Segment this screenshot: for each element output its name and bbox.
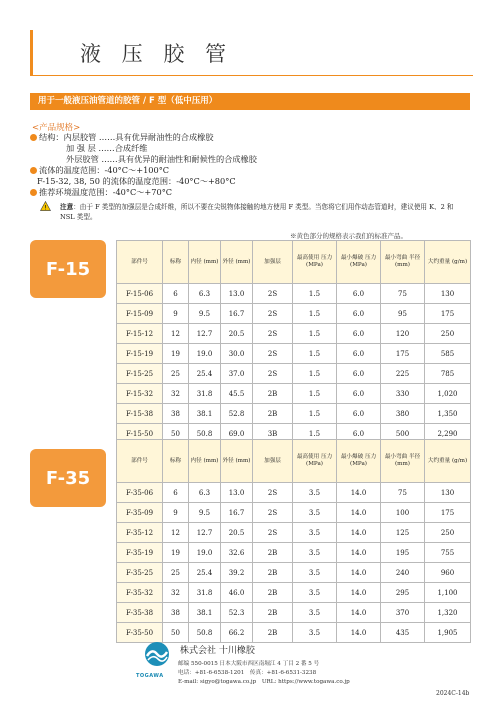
table-cell: 1,905 <box>425 623 471 643</box>
table-cell: 14.0 <box>337 583 381 603</box>
table-cell: 1.5 <box>293 424 337 444</box>
part-number-cell: F-15-06 <box>117 284 163 304</box>
table-cell: 435 <box>381 623 425 643</box>
column-header: 加强层 <box>253 241 293 284</box>
table-cell: 100 <box>381 503 425 523</box>
table-cell: 39.2 <box>221 563 253 583</box>
table-cell: 2B <box>253 623 293 643</box>
table-cell: 130 <box>425 284 471 304</box>
spec-line-structure: 结构：内层胶管 ……具有优异耐油性的合成橡胶 <box>30 132 214 143</box>
table-cell: 6.0 <box>337 424 381 444</box>
column-header: 外径 (mm) <box>221 241 253 284</box>
table-cell: 9.5 <box>189 503 221 523</box>
table-cell: 3.5 <box>293 603 337 623</box>
table-row <box>117 404 471 424</box>
table-cell: 755 <box>425 543 471 563</box>
part-number-cell: F-35-09 <box>117 503 163 523</box>
table-cell: 52.3 <box>221 603 253 623</box>
bullet-icon <box>30 189 37 196</box>
table-cell: 785 <box>425 364 471 384</box>
table-cell: 50.8 <box>189 623 221 643</box>
table-cell: 32 <box>163 583 189 603</box>
table-cell: 3B <box>253 424 293 444</box>
table-cell: 38.1 <box>189 404 221 424</box>
column-header: 部件号 <box>117 440 163 483</box>
table-cell: 19 <box>163 543 189 563</box>
table-cell: 2S <box>253 523 293 543</box>
table-cell: 2B <box>253 404 293 424</box>
table-cell: 1,320 <box>425 603 471 623</box>
table-cell: 20.5 <box>221 523 253 543</box>
table-cell: 380 <box>381 404 425 424</box>
table-cell: 30.0 <box>221 344 253 364</box>
part-number-cell: F-35-50 <box>117 623 163 643</box>
table-cell: 14.0 <box>337 543 381 563</box>
part-number-cell: F-35-38 <box>117 603 163 623</box>
table-cell: 370 <box>381 603 425 623</box>
table-cell: 1.5 <box>293 324 337 344</box>
part-number-cell: F-15-19 <box>117 344 163 364</box>
table-cell: 9 <box>163 503 189 523</box>
part-number-cell: F-35-06 <box>117 483 163 503</box>
table-cell: 6.0 <box>337 304 381 324</box>
bullet-icon <box>30 167 37 174</box>
table-cell: 31.8 <box>189 583 221 603</box>
table-cell: 6.0 <box>337 324 381 344</box>
table-row <box>117 344 471 364</box>
f35-spec-table <box>116 439 471 643</box>
caution-note <box>60 202 470 222</box>
table-cell: 9.5 <box>189 304 221 324</box>
table-cell: 330 <box>381 384 425 404</box>
column-header: 外径 (mm) <box>221 440 253 483</box>
column-header: 最小爆破 压力 (MPa) <box>337 241 381 284</box>
company-phone: 电话：+81-6-6538-1201 传真：+81-6-6531-3238 <box>178 670 317 676</box>
table-cell: 32 <box>163 384 189 404</box>
table-cell: 20.5 <box>221 324 253 344</box>
spec-heading: <产品规格> <box>32 123 81 133</box>
table-cell: 9 <box>163 304 189 324</box>
table-cell: 2B <box>253 384 293 404</box>
table-cell: 75 <box>381 483 425 503</box>
table-cell: 130 <box>425 483 471 503</box>
table-cell: 14.0 <box>337 563 381 583</box>
table-cell: 2S <box>253 284 293 304</box>
column-header: 最小弯曲 半径 (mm) <box>381 440 425 483</box>
table-cell: 14.0 <box>337 483 381 503</box>
table-cell: 69.0 <box>221 424 253 444</box>
company-email: E-mail: sigyo@togawa.co.jp URL: https://www.togawa.co.jp <box>178 679 350 685</box>
table-cell: 2B <box>253 583 293 603</box>
table-cell: 2,290 <box>425 424 471 444</box>
table-cell: 3.5 <box>293 583 337 603</box>
table-cell: 6.0 <box>337 404 381 424</box>
bullet-icon <box>30 134 37 141</box>
table-cell: 2S <box>253 364 293 384</box>
column-header: 部件号 <box>117 241 163 284</box>
spec-line-temp-large: F-15-32, 38, 50 的流体的温度范围：-40°C～+80°C <box>37 176 236 186</box>
table-cell: 125 <box>381 523 425 543</box>
table-cell: 25.4 <box>189 364 221 384</box>
table-row <box>117 523 471 543</box>
table-cell: 2S <box>253 503 293 523</box>
part-number-cell: F-15-12 <box>117 324 163 344</box>
part-number-cell: F-15-32 <box>117 384 163 404</box>
table-cell: 13.0 <box>221 284 253 304</box>
table-cell: 295 <box>381 583 425 603</box>
table-cell: 1.5 <box>293 364 337 384</box>
table-row <box>117 543 471 563</box>
standard-footnote: ※黄色部分的规格表示我们的标准产品。 <box>290 232 407 240</box>
table-cell: 32.6 <box>221 543 253 563</box>
table-cell: 6.0 <box>337 284 381 304</box>
table-cell: 2S <box>253 483 293 503</box>
table-cell: 1,350 <box>425 404 471 424</box>
column-header: 最高使用 压力 (MPa) <box>293 241 337 284</box>
table-row <box>117 284 471 304</box>
page-title: 液 压 胶 管 <box>80 42 234 66</box>
table-cell: 3.5 <box>293 563 337 583</box>
table-cell: 1,020 <box>425 384 471 404</box>
table-cell: 50.8 <box>189 424 221 444</box>
table-row <box>117 503 471 523</box>
company-address: 邮编 550-0015 日本大阪市西区南堀江 4 丁目 2 番 5 号 <box>178 661 320 667</box>
table-cell: 120 <box>381 324 425 344</box>
part-number-cell: F-35-25 <box>117 563 163 583</box>
table-row <box>117 603 471 623</box>
table-cell: 46.0 <box>221 583 253 603</box>
table-row <box>117 563 471 583</box>
table-cell: 250 <box>425 324 471 344</box>
table-cell: 6.3 <box>189 284 221 304</box>
column-header: 标称 <box>163 440 189 483</box>
togawa-logo-icon <box>140 640 174 670</box>
table-cell: 3.5 <box>293 483 337 503</box>
table-cell: 250 <box>425 523 471 543</box>
table-cell: 1.5 <box>293 344 337 364</box>
table-cell: 14.0 <box>337 503 381 523</box>
table-cell: 240 <box>381 563 425 583</box>
table-cell: 225 <box>381 364 425 384</box>
logo-wordmark: TOGAWA <box>136 673 164 679</box>
table-cell: 2S <box>253 304 293 324</box>
column-header: 大约重量 (g/m) <box>425 241 471 284</box>
svg-text:!: ! <box>44 204 47 211</box>
title-underline <box>33 75 473 76</box>
table-cell: 6.0 <box>337 364 381 384</box>
spec-line-ambient: 推荐环境温度范围：-40°C～+70°C <box>30 187 172 198</box>
table-cell: 25 <box>163 364 189 384</box>
table-cell: 14.0 <box>337 603 381 623</box>
table-cell: 75 <box>381 284 425 304</box>
table-cell: 6 <box>163 483 189 503</box>
table-cell: 2B <box>253 543 293 563</box>
table-cell: 38 <box>163 603 189 623</box>
table-cell: 13.0 <box>221 483 253 503</box>
series-label-f15: F-15 <box>30 240 106 298</box>
table-cell: 3.5 <box>293 523 337 543</box>
spec-line-temp: 流体的温度范围：-40°C～+100°C <box>30 165 169 176</box>
table-cell: 2B <box>253 603 293 623</box>
table-cell: 14.0 <box>337 623 381 643</box>
category-banner: 用于一般液压油管道的胶管 / F 型（低中压用） <box>30 93 470 110</box>
table-row <box>117 583 471 603</box>
series-label-f35: F-35 <box>30 449 106 507</box>
column-header: 大约重量 (g/m) <box>425 440 471 483</box>
column-header: 加强层 <box>253 440 293 483</box>
part-number-cell: F-15-25 <box>117 364 163 384</box>
table-row <box>117 324 471 344</box>
column-header: 内径 (mm) <box>189 241 221 284</box>
table-cell: 38.1 <box>189 603 221 623</box>
table-cell: 1,100 <box>425 583 471 603</box>
table-row <box>117 364 471 384</box>
company-name: 株式会社 十川橡胶 <box>180 646 255 656</box>
table-cell: 6.0 <box>337 384 381 404</box>
table-cell: 31.8 <box>189 384 221 404</box>
table-cell: 50 <box>163 424 189 444</box>
table-cell: 12 <box>163 324 189 344</box>
table-cell: 175 <box>381 344 425 364</box>
table-cell: 6 <box>163 284 189 304</box>
column-header: 内径 (mm) <box>189 440 221 483</box>
table-cell: 585 <box>425 344 471 364</box>
table-cell: 6.3 <box>189 483 221 503</box>
table-cell: 3.5 <box>293 623 337 643</box>
part-number-cell: F-35-32 <box>117 583 163 603</box>
column-header: 最小爆破 压力 (MPa) <box>337 440 381 483</box>
table-cell: 45.5 <box>221 384 253 404</box>
table-cell: 25.4 <box>189 563 221 583</box>
column-header: 标称 <box>163 241 189 284</box>
table-cell: 14.0 <box>337 523 381 543</box>
table-cell: 19.0 <box>189 344 221 364</box>
table-cell: 3.5 <box>293 543 337 563</box>
part-number-cell: F-15-50 <box>117 424 163 444</box>
f15-spec-table <box>116 240 471 444</box>
table-cell: 52.8 <box>221 404 253 424</box>
table-cell: 500 <box>381 424 425 444</box>
table-cell: 16.7 <box>221 503 253 523</box>
table-cell: 12.7 <box>189 324 221 344</box>
column-header: 最高使用 压力 (MPa) <box>293 440 337 483</box>
part-number-cell: F-15-09 <box>117 304 163 324</box>
table-cell: 960 <box>425 563 471 583</box>
table-cell: 16.7 <box>221 304 253 324</box>
spec-line-outer: 外层胶管 ……具有优异的耐油性和耐候性的合成橡胶 <box>66 154 257 164</box>
title-accent-bar <box>30 30 33 76</box>
table-row <box>117 483 471 503</box>
table-cell: 3.5 <box>293 503 337 523</box>
table-cell: 1.5 <box>293 384 337 404</box>
table-cell: 50 <box>163 623 189 643</box>
part-number-cell: F-35-19 <box>117 543 163 563</box>
table-cell: 38 <box>163 404 189 424</box>
table-cell: 175 <box>425 503 471 523</box>
caution-text: ：由于 F 类型的加强层是合成纤维，所以不要在尖锐物体接触的地方使用 F 类型。当您将它们用作动态管道时，建议使用 K、2 和 NSL 类型。 <box>60 203 454 221</box>
table-row <box>117 384 471 404</box>
column-header: 最小弯曲 半径 (mm) <box>381 241 425 284</box>
table-cell: 1.5 <box>293 284 337 304</box>
table-row <box>117 304 471 324</box>
table-cell: 95 <box>381 304 425 324</box>
spec-line-reinforcement: 加 强 层 ……合成纤维 <box>66 143 148 153</box>
table-cell: 2S <box>253 344 293 364</box>
table-cell: 12.7 <box>189 523 221 543</box>
table-cell: 175 <box>425 304 471 324</box>
document-code: 2024C-14b <box>436 690 470 697</box>
table-cell: 2S <box>253 324 293 344</box>
warning-icon <box>40 201 51 211</box>
table-cell: 195 <box>381 543 425 563</box>
table-cell: 1.5 <box>293 404 337 424</box>
table-cell: 6.0 <box>337 344 381 364</box>
table-cell: 1.5 <box>293 304 337 324</box>
table-cell: 25 <box>163 563 189 583</box>
part-number-cell: F-35-12 <box>117 523 163 543</box>
table-cell: 19.0 <box>189 543 221 563</box>
table-cell: 2B <box>253 563 293 583</box>
table-cell: 37.0 <box>221 364 253 384</box>
part-number-cell: F-15-38 <box>117 404 163 424</box>
table-cell: 66.2 <box>221 623 253 643</box>
table-cell: 19 <box>163 344 189 364</box>
caution-label: 注意 <box>60 203 74 211</box>
table-cell: 12 <box>163 523 189 543</box>
